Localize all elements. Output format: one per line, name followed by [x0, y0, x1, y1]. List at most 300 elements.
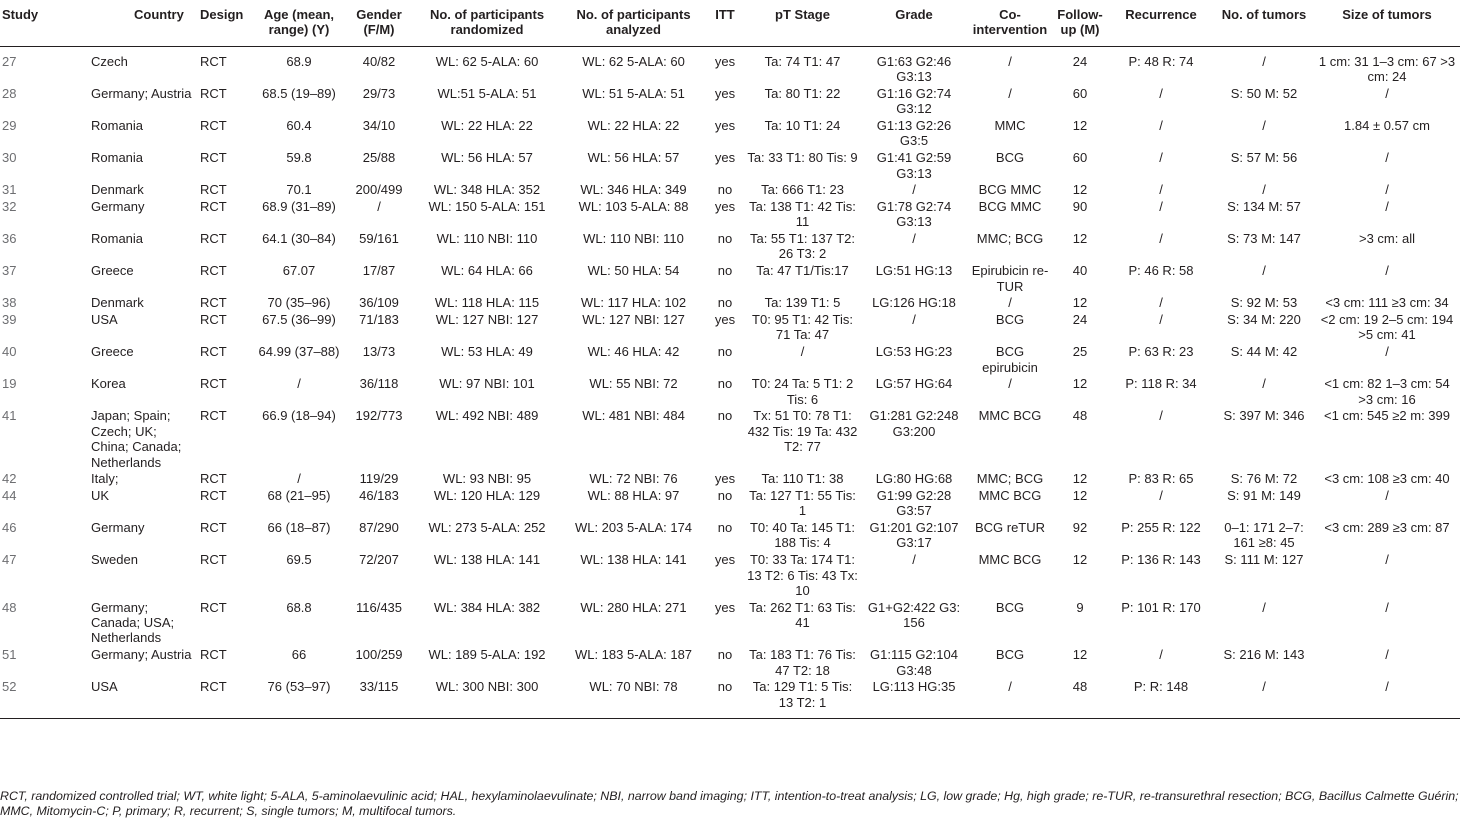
cell-grade: G1+G2:422 G3: 156	[867, 599, 961, 631]
cell-study: 42	[2, 471, 17, 487]
cell-randomized: WL: 64 HLA: 66	[441, 263, 533, 279]
cell-randomized: WL: 97 NBI: 101	[439, 376, 535, 392]
cell-recurrence: /	[1159, 118, 1163, 134]
cell-recurrence: /	[1159, 408, 1163, 424]
cell-recurrence: /	[1159, 647, 1163, 663]
cell-study: 29	[2, 118, 17, 134]
cell-co-intervention: Epirubicin re-TUR	[971, 263, 1049, 294]
cell-country: Germany; Austria	[91, 85, 192, 101]
cell-co-intervention: BCG reTUR	[974, 520, 1046, 536]
cell-itt: no	[717, 487, 733, 503]
cell-country: Germany; Canada; USA; Netherlands	[91, 599, 175, 646]
cell-gender: 25/88	[362, 150, 396, 166]
cell-no-of-tumors: /	[1214, 679, 1314, 718]
cell-no-of-tumors: /	[1262, 118, 1266, 134]
cell-design: RCT	[200, 408, 227, 424]
cell-analyzed: WL: 183 5-ALA: 187	[574, 647, 693, 663]
cell-follow-up: 40	[1072, 263, 1088, 279]
cell-no-of-tumors: /	[1262, 599, 1266, 615]
cell-recurrence: /	[1159, 150, 1163, 166]
cell-itt: yes	[714, 198, 736, 214]
cell-recurrence: /	[1159, 231, 1163, 247]
cell-randomized: WL: 189 5-ALA: 192	[428, 647, 546, 663]
cell-design: RCT	[200, 647, 227, 663]
cell-recurrence: P: 101 R: 170	[1121, 599, 1201, 615]
cell-country: Romania	[91, 118, 144, 134]
column-header-no-of-tumors: No. of tumors	[1214, 0, 1314, 46]
table-row	[0, 600, 1460, 648]
cell-design: RCT	[200, 231, 227, 247]
cell-gender: 36/118	[359, 376, 399, 392]
cell-no-of-tumors: /	[1262, 263, 1266, 279]
cell-itt: no	[717, 182, 733, 198]
cell-grade: LG:126 HG:18	[872, 295, 956, 311]
cell-country: Greece	[91, 344, 134, 360]
cell-study: 47	[2, 552, 17, 568]
cell-country: Denmark	[91, 182, 144, 198]
cell-recurrence: /	[1159, 487, 1163, 503]
cell-no-of-tumors: S: 34 M: 220	[1227, 311, 1301, 327]
cell-itt: no	[705, 679, 745, 718]
table-row	[0, 118, 1460, 150]
cell-study: 27	[2, 53, 17, 69]
cell-analyzed: WL: 203 5-ALA: 174	[574, 520, 693, 536]
cell-pt-stage: Ta: 10 T1: 24	[764, 118, 841, 134]
cell-size-of-tumors: <2 cm: 19 2–5 cm: 194 >5 cm: 41	[1320, 311, 1454, 343]
cell-size-of-tumors: /	[1385, 552, 1389, 568]
cell-design: RCT	[200, 263, 227, 279]
cell-co-intervention: BCG epirubicin	[982, 344, 1038, 375]
column-header-randomized: No. of participants randomized	[412, 0, 562, 46]
cell-age: 68.5 (19–89)	[262, 85, 336, 101]
cell-itt: no	[717, 376, 733, 392]
cell-country: Romania	[91, 150, 144, 166]
cell-design: RCT	[200, 311, 227, 327]
column-header-age: Age (mean, range) (Y)	[252, 0, 346, 46]
table-row	[0, 520, 1460, 552]
cell-itt: no	[717, 520, 733, 536]
cell-country: Germany	[91, 520, 145, 536]
cell-country: Sweden	[91, 552, 138, 568]
cell-no-of-tumors: /	[1262, 53, 1266, 69]
column-header-design: Design	[194, 0, 252, 46]
cell-randomized: WL: 492 NBI: 489	[435, 408, 539, 424]
cell-randomized: WL: 273 5-ALA: 252	[428, 520, 546, 536]
cell-no-of-tumors: 0–1: 171 2–7: 161 ≥8: 45	[1224, 520, 1304, 551]
cell-no-of-tumors: S: 50 M: 52	[1230, 85, 1298, 101]
cell-design: RCT	[200, 599, 227, 615]
cell-grade: G1:13 G2:26 G3:5	[876, 118, 952, 149]
cell-analyzed: WL: 22 HLA: 22	[587, 118, 680, 134]
cell-pt-stage: Ta: 33 T1: 80 Tis: 9	[747, 150, 858, 166]
cell-follow-up: 25	[1072, 344, 1088, 360]
column-header-recurrence: Recurrence	[1108, 0, 1214, 46]
cell-age: 66 (18–87)	[267, 520, 331, 536]
cell-gender: 71/183	[359, 311, 399, 327]
cell-analyzed: WL: 88 HLA: 97	[587, 487, 680, 503]
cell-itt: yes	[714, 599, 736, 615]
column-header-co-intervention: Co-intervention	[968, 0, 1052, 46]
cell-size-of-tumors: /	[1385, 150, 1389, 166]
cell-randomized: WL: 93 NBI: 95	[442, 471, 532, 487]
cell-design: RCT	[200, 376, 227, 392]
cell-grade: LG:80 HG:68	[875, 471, 953, 487]
cell-age: 67.07	[282, 263, 316, 279]
cell-age: 59.8	[286, 150, 312, 166]
cell-no-of-tumors: /	[1262, 376, 1266, 392]
cell-itt: no	[717, 263, 733, 279]
cell-analyzed: WL: 55 NBI: 72	[589, 376, 678, 392]
cell-analyzed: WL: 103 5-ALA: 88	[578, 198, 689, 214]
cell-age: 68.8	[286, 599, 312, 615]
cell-no-of-tumors: S: 44 M: 42	[1230, 344, 1298, 360]
cell-follow-up: 12	[1072, 118, 1088, 134]
cell-follow-up: 24	[1072, 53, 1088, 69]
cell-age: 66	[291, 647, 307, 663]
cell-analyzed: WL: 481 NBI: 484	[582, 408, 685, 424]
cell-pt-stage: Ta: 74 T1: 47	[764, 53, 841, 69]
cell-size-of-tumors: <3 cm: 108 ≥3 cm: 40	[1324, 471, 1450, 487]
cell-age: 68.9 (31–89)	[262, 198, 336, 214]
cell-follow-up: 24	[1072, 311, 1088, 327]
cell-study: 46	[2, 520, 17, 536]
table-row	[0, 471, 1460, 488]
cell-country: USA	[42, 679, 194, 718]
cell-analyzed: WL: 70 NBI: 78	[562, 679, 705, 718]
cell-recurrence: P: 46 R: 58	[1128, 263, 1194, 279]
cell-no-of-tumors: S: 216 M: 143	[1223, 647, 1305, 663]
cell-recurrence: /	[1159, 311, 1163, 327]
table-header-row	[0, 0, 1460, 46]
column-header-analyzed: No. of participants analyzed	[562, 0, 705, 46]
cell-follow-up: 12	[1072, 376, 1088, 392]
cell-co-intervention: MMC BCG	[978, 487, 1042, 503]
cell-co-intervention: BCG MMC	[978, 198, 1042, 214]
cell-grade: /	[912, 311, 916, 327]
cell-follow-up: 12	[1072, 487, 1088, 503]
cell-randomized: WL: 300 NBI: 300	[412, 679, 562, 718]
column-header-size-of-tumors: Size of tumors	[1314, 0, 1460, 46]
cell-design: RCT	[200, 520, 227, 536]
cell-co-intervention: BCG	[995, 150, 1025, 166]
cell-gender: 116/435	[355, 599, 403, 615]
cell-design: RCT	[200, 53, 227, 69]
cell-no-of-tumors: S: 57 M: 56	[1230, 150, 1298, 166]
cell-co-intervention: MMC; BCG	[976, 231, 1044, 247]
cell-design: RCT	[200, 118, 227, 134]
cell-randomized: WL: 22 HLA: 22	[441, 118, 533, 134]
cell-size-of-tumors: /	[1385, 344, 1389, 360]
cell-size-of-tumors: /	[1385, 182, 1389, 198]
cell-size-of-tumors: <3 cm: 111 ≥3 cm: 34	[1325, 295, 1449, 311]
cell-size-of-tumors: <3 cm: 289 ≥3 cm: 87	[1324, 520, 1450, 536]
cell-study: 38	[2, 295, 17, 311]
cell-analyzed: WL: 56 HLA: 57	[587, 150, 680, 166]
cell-country: Japan; Spain; Czech; UK; China; Canada; Netherlands	[91, 408, 182, 470]
cell-gender: 36/109	[359, 295, 399, 311]
table-row	[0, 231, 1460, 263]
cell-follow-up: 48	[1052, 679, 1108, 718]
cell-recurrence: P: 83 R: 65	[1128, 471, 1194, 487]
cell-randomized: WL: 127 NBI: 127	[435, 311, 539, 327]
cell-recurrence: P: 63 R: 23	[1128, 344, 1194, 360]
cell-study: 37	[2, 263, 17, 279]
cell-grade: G1:16 G2:74 G3:12	[876, 85, 952, 117]
cell-design: RCT	[200, 487, 227, 503]
cell-country: Germany	[91, 198, 145, 214]
cell-itt: no	[717, 647, 733, 663]
cell-gender: 100/259	[355, 647, 403, 663]
cell-pt-stage: Ta: 139 T1: 5	[764, 295, 841, 311]
column-header-pt-stage: pT Stage	[745, 0, 860, 46]
cell-randomized: WL: 150 5-ALA: 151	[428, 198, 546, 214]
cell-pt-stage: Ta: 666 T1: 23	[761, 182, 844, 198]
cell-randomized: WL: 53 HLA: 49	[441, 344, 533, 360]
cell-study: 31	[2, 182, 17, 198]
cell-study: 51	[2, 647, 17, 663]
cell-recurrence: P: 136 R: 143	[1121, 552, 1201, 568]
cell-itt: yes	[714, 85, 736, 101]
cell-randomized: WL: 110 NBI: 110	[436, 231, 538, 247]
cell-study: 48	[2, 599, 17, 615]
cell-design: RCT	[200, 198, 227, 214]
cell-age: 66.9 (18–94)	[262, 408, 336, 424]
cell-age: 60.4	[286, 118, 312, 134]
cell-itt: yes	[714, 150, 736, 166]
cell-follow-up: 12	[1072, 471, 1088, 487]
cell-itt: yes	[714, 53, 736, 69]
cell-recurrence: P: R: 148	[1108, 679, 1214, 718]
table-row	[0, 263, 1460, 295]
cell-follow-up: 12	[1072, 231, 1088, 247]
cell-size-of-tumors: >3 cm: all	[1359, 231, 1415, 247]
column-header-grade: Grade	[860, 0, 968, 46]
column-header-itt: ITT	[705, 0, 745, 46]
cell-analyzed: WL: 280 HLA: 271	[580, 599, 687, 615]
cell-analyzed: WL: 127 NBI: 127	[582, 311, 685, 327]
cell-recurrence: /	[1159, 85, 1163, 101]
cell-co-intervention: MMC BCG	[978, 408, 1042, 424]
cell-study: 41	[2, 408, 17, 424]
cell-itt: yes	[714, 311, 736, 327]
cell-design: RCT	[194, 679, 252, 718]
cell-country: Czech	[91, 53, 128, 69]
cell-pt-stage: T0: 24 Ta: 5 T1: 2 Tis: 6	[751, 376, 854, 407]
cell-grade: G1:281 G2:248 G3:200	[869, 408, 959, 439]
cell-no-of-tumors: /	[1262, 182, 1266, 198]
table-row	[0, 647, 1460, 679]
table-row	[0, 199, 1460, 231]
cell-study: 52	[0, 679, 42, 718]
cell-pt-stage: Ta: 127 T1: 55 Tis: 1	[749, 487, 856, 519]
cell-grade: G1:63 G2:46 G3:13	[876, 53, 952, 85]
cell-country: UK	[91, 487, 110, 503]
cell-age: 67.5 (36–99)	[262, 311, 336, 327]
cell-study: 44	[2, 487, 17, 503]
cell-follow-up: 12	[1072, 647, 1088, 663]
cell-country: Korea	[91, 376, 126, 392]
cell-pt-stage: Ta: 47 T1/Tis:17	[756, 263, 849, 279]
cell-no-of-tumors: S: 111 M: 127	[1224, 552, 1304, 568]
cell-grade: /	[912, 231, 916, 247]
cell-follow-up: 12	[1072, 552, 1088, 568]
cell-no-of-tumors: S: 73 M: 147	[1227, 231, 1301, 247]
cell-design: RCT	[200, 182, 227, 198]
cell-recurrence: /	[1159, 198, 1163, 214]
cell-grade: LG:57 HG:64	[875, 376, 953, 392]
cell-country: Greece	[91, 263, 134, 279]
cell-co-intervention: BCG	[995, 311, 1025, 327]
cell-country: Romania	[91, 231, 144, 247]
cell-pt-stage: Ta: 80 T1: 22	[764, 85, 841, 101]
cell-country: Germany; Austria	[91, 647, 192, 663]
table-row	[0, 46, 1460, 86]
cell-pt-stage: Ta: 262 T1: 63 Tis: 41	[749, 599, 856, 631]
cell-age: 70 (35–96)	[267, 295, 331, 311]
cell-randomized: WL: 120 HLA: 129	[433, 487, 541, 503]
cell-pt-stage: /	[800, 344, 805, 360]
cell-follow-up: 48	[1072, 408, 1088, 424]
cell-age: 70.1	[286, 182, 312, 198]
cell-size-of-tumors: 1 cm: 31 1–3 cm: 67 >3 cm: 24	[1318, 53, 1456, 85]
cell-design: RCT	[200, 295, 227, 311]
table-footnote: RCT, randomized controlled trial; WT, white light; 5-ALA, 5-aminolaevulinic acid; HAL, hexylaminolaevulinate; NBI, narrow band imaging; ITT, intention-to-treat analysis; LG, low grade; Hg, high grade; re-TUR, re-transurethral resection; BCG, Bacillus Calmette Guérin; MMC, Mitomycin-C; P, primary; R, recurrent; S, single tumors; M, multifocal tumors.	[0, 789, 1459, 819]
cell-gender: 13/73	[362, 344, 396, 360]
cell-analyzed: WL: 117 HLA: 102	[580, 295, 687, 311]
cell-grade: G1:78 G2:74 G3:13	[876, 198, 952, 230]
cell-analyzed: WL: 62 5-ALA: 60	[582, 53, 685, 69]
cell-co-intervention: /	[1008, 53, 1012, 69]
cell-pt-stage: Tx: 51 T0: 78 T1: 432 Tis: 19 Ta: 432 T2: 77	[747, 408, 858, 455]
cell-itt: yes	[714, 471, 736, 487]
cell-age: 64.1 (30–84)	[262, 231, 336, 247]
cell-design: RCT	[200, 552, 227, 568]
cell-size-of-tumors: /	[1314, 679, 1460, 718]
table-row	[0, 408, 1460, 471]
cell-country: Denmark	[91, 295, 144, 311]
cell-co-intervention: MMC	[994, 118, 1026, 134]
cell-follow-up: 90	[1072, 198, 1088, 214]
cell-pt-stage: Ta: 183 T1: 76 Tis: 47 T2: 18	[749, 647, 856, 678]
cell-age: /	[297, 376, 301, 392]
table-row	[0, 679, 1460, 718]
column-header-gender: Gender (F/M)	[346, 0, 412, 46]
cell-no-of-tumors: S: 397 M: 346	[1223, 408, 1305, 424]
cell-country: Italy;	[91, 471, 119, 487]
column-header-country: Country	[42, 0, 194, 46]
cell-design: RCT	[200, 150, 227, 166]
cell-grade: /	[912, 552, 916, 568]
cell-itt: no	[717, 344, 733, 360]
table-row	[0, 295, 1460, 312]
cell-analyzed: WL: 72 NBI: 76	[589, 471, 678, 487]
cell-gender: /	[377, 198, 381, 214]
cell-co-intervention: /	[1008, 295, 1012, 311]
cell-follow-up: 9	[1076, 599, 1084, 615]
cell-randomized: WL:51 5-ALA: 51	[437, 85, 537, 101]
table-row	[0, 376, 1460, 408]
cell-size-of-tumors: <1 cm: 545 ≥2 m: 399	[1323, 408, 1450, 424]
cell-study: 28	[2, 85, 17, 101]
cell-recurrence: P: 48 R: 74	[1128, 53, 1194, 69]
cell-analyzed: WL: 138 HLA: 141	[580, 552, 687, 568]
cell-gender: 29/73	[362, 85, 396, 101]
cell-no-of-tumors: S: 76 M: 72	[1230, 471, 1298, 487]
cell-study: 39	[2, 311, 17, 327]
cell-randomized: WL: 348 HLA: 352	[433, 182, 541, 198]
cell-design: RCT	[200, 471, 227, 487]
cell-co-intervention: BCG	[995, 599, 1025, 615]
table-row	[0, 182, 1460, 199]
cell-pt-stage: Ta: 110 T1: 38	[761, 471, 844, 487]
cell-follow-up: 60	[1072, 150, 1088, 166]
cell-no-of-tumors: S: 134 M: 57	[1227, 198, 1301, 214]
cell-size-of-tumors: /	[1385, 198, 1389, 214]
cell-pt-stage: T0: 95 T1: 42 Tis: 71 Ta: 47	[752, 311, 853, 343]
cell-age: 69.5	[286, 552, 312, 568]
cell-co-intervention: /	[1008, 85, 1012, 101]
cell-gender: 40/82	[362, 53, 396, 69]
cell-design: RCT	[200, 85, 227, 101]
cell-study: 19	[2, 376, 17, 392]
cell-follow-up: 12	[1072, 295, 1088, 311]
table-row	[0, 552, 1460, 600]
table-row	[0, 312, 1460, 344]
cell-age: 68.9	[286, 53, 312, 69]
cell-pt-stage: T0: 40 Ta: 145 T1: 188 Tis: 4	[749, 520, 856, 551]
cell-randomized: WL: 118 HLA: 115	[434, 295, 540, 311]
cell-analyzed: WL: 346 HLA: 349	[580, 182, 687, 198]
cell-no-of-tumors: S: 91 M: 149	[1227, 487, 1301, 503]
table-row	[0, 150, 1460, 182]
table-row	[0, 488, 1460, 520]
cell-gender: 33/115	[346, 679, 412, 718]
cell-randomized: WL: 62 5-ALA: 60	[435, 53, 539, 69]
cell-study: 30	[2, 150, 17, 166]
cell-recurrence: P: 118 R: 34	[1125, 376, 1197, 392]
cell-follow-up: 92	[1072, 520, 1088, 536]
cell-itt: yes	[714, 552, 736, 568]
cell-itt: no	[717, 408, 733, 424]
cell-grade: LG:51 HG:13	[875, 263, 953, 279]
cell-analyzed: WL: 110 NBI: 110	[583, 231, 684, 247]
cell-study: 36	[2, 231, 17, 247]
cell-age: 76 (53–97)	[252, 679, 346, 718]
cell-co-intervention: /	[1008, 376, 1012, 392]
cell-age: 68 (21–95)	[267, 487, 331, 503]
cell-grade: G1:41 G2:59 G3:13	[876, 150, 952, 181]
column-header-follow-up: Follow-up (M)	[1052, 0, 1108, 46]
cell-grade: G1:99 G2:28 G3:57	[876, 487, 952, 519]
cell-grade: G1:201 G2:107 G3:17	[869, 520, 959, 551]
cell-gender: 46/183	[359, 487, 399, 503]
column-header-study: Study	[0, 0, 42, 46]
table-row	[0, 344, 1460, 376]
cell-size-of-tumors: /	[1385, 85, 1389, 101]
cell-analyzed: WL: 50 HLA: 54	[587, 263, 680, 279]
table-row	[0, 86, 1460, 118]
cell-grade: /	[912, 182, 916, 198]
cell-randomized: WL: 138 HLA: 141	[433, 552, 541, 568]
cell-study: 40	[2, 344, 17, 360]
cell-follow-up: 12	[1072, 182, 1088, 198]
cell-size-of-tumors: 1.84 ± 0.57 cm	[1344, 118, 1430, 134]
cell-co-intervention: BCG MMC	[978, 182, 1042, 198]
cell-design: RCT	[200, 344, 227, 360]
cell-country: USA	[91, 311, 118, 327]
cell-pt-stage: Ta: 129 T1: 5 Tis: 13 T2: 1	[745, 679, 860, 718]
cell-gender: 192/773	[355, 408, 403, 424]
